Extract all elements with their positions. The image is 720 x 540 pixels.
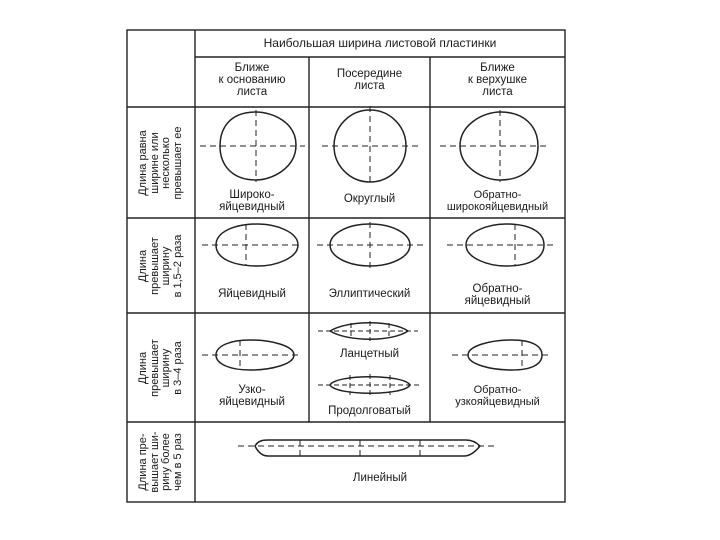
column-header-apex: Ближе к верхушке листа [467,62,528,98]
leaf-elliptic-axes [317,222,423,268]
shape-label-elliptic: Эллиптический [328,288,411,300]
shape-label-obovate: Обратно- яйцевидный [464,283,531,307]
shape-label-oblong: Продолговатый [328,405,411,417]
leaf-linear-axes [238,440,496,456]
column-header-middle: Посередине листа [336,68,403,92]
leaf-obovate-axes [447,224,556,266]
row-header-ratio-5: Длина пре- вышает ши- рину более чем в 5 раз [137,431,184,493]
row-header-ratio-3-4: Длина превышает ширину в 3–4 раза [137,339,184,397]
shape-label-lanceolate: Ланцетный [339,348,400,360]
leaf-round-axes [322,106,418,186]
column-header-base: Ближе к основанию листа [218,62,286,98]
shape-label-ovate: Яйцевидный [218,288,286,300]
shape-label-round: Округлый [343,193,396,205]
leaf-narrow-obovate-axes [452,340,552,370]
shape-label-narrow-ovate: Узко- яйцевидный [219,384,285,408]
leaf-broad-obovate-axes [440,110,548,182]
leaf-narrow-ovate-axes [202,340,300,370]
shape-label-broad-ovate: Широко- яйцевидный [219,189,285,213]
shape-label-linear: Линейный [352,472,408,484]
row-header-ratio-1: Длина равна ширине или несколько превышает ее [137,126,184,200]
leaf-linear [255,440,480,456]
shape-label-broad-obovate: Обратно- широкояйцевидный [446,189,549,213]
leaf-lanceolate-axes [318,321,418,341]
shape-label-narrow-obovate: Обратно- узкояйцевидный [455,384,540,408]
leaf-broad-ovate-axes [200,110,305,182]
row-header-ratio-1-5-2: Длина превышает ширину в 1,5–2 раза [137,234,184,298]
table-title: Наибольшая ширина листовой пластинки [263,36,497,50]
